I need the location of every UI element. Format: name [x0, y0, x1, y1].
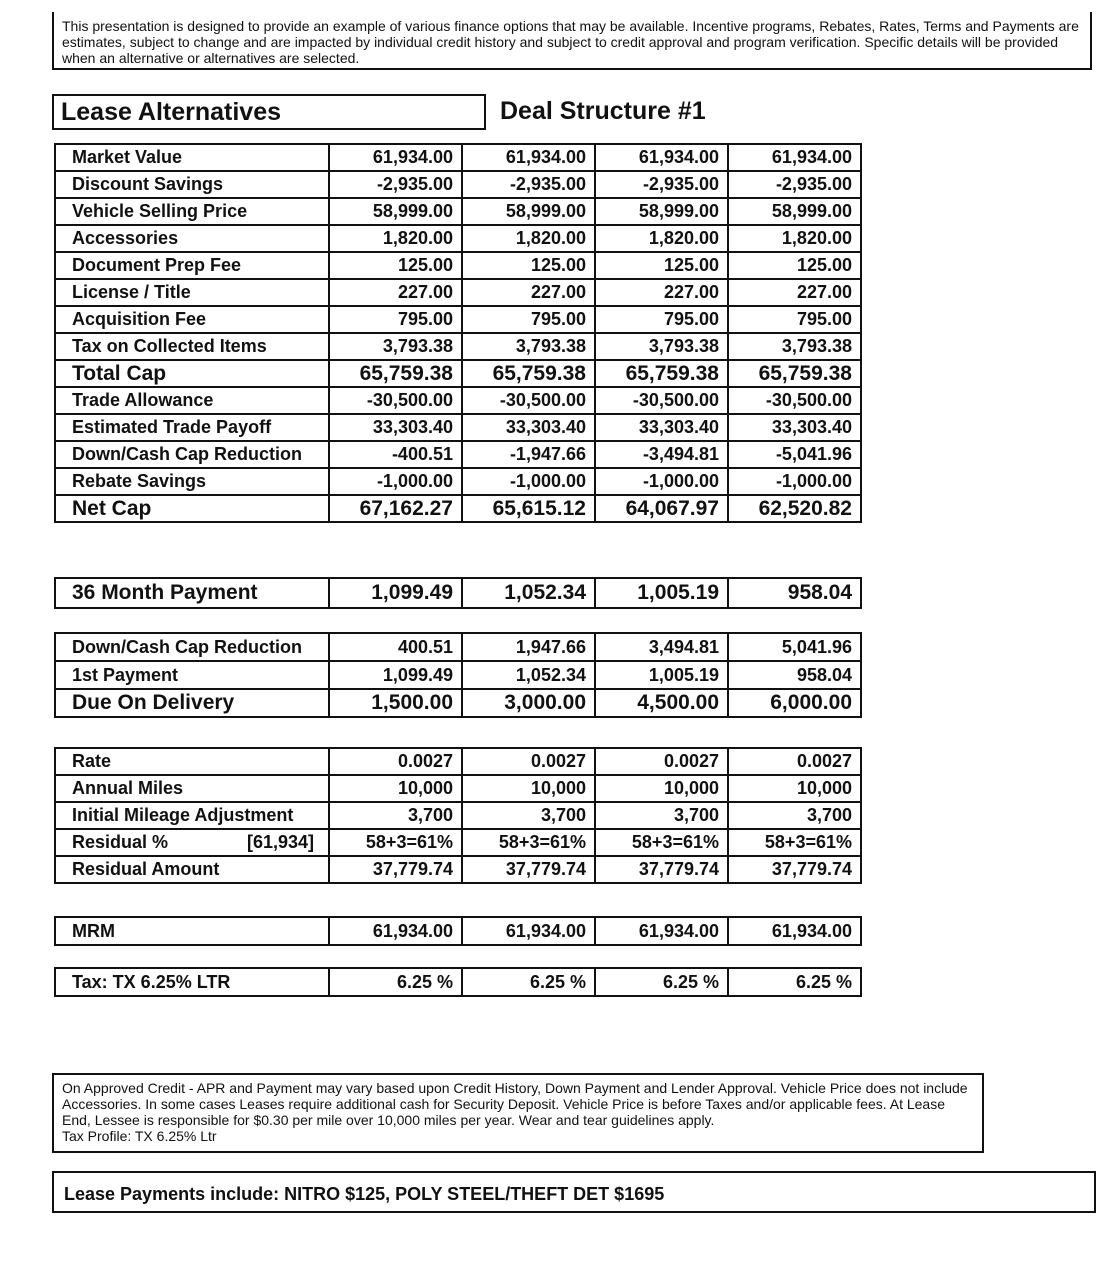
row-label: Tax on Collected Items — [55, 333, 329, 360]
value-cell-col-4: 1,820.00 — [728, 225, 861, 252]
row-label: License / Title — [55, 279, 329, 306]
value-cell-col-3: 10,000 — [595, 775, 728, 802]
value-cell-col-3: 61,934.00 — [595, 144, 728, 171]
value-cell-col-1: 37,779.74 — [329, 856, 462, 883]
table-row — [55, 144, 861, 171]
value-cell-col-2: 61,934.00 — [462, 144, 595, 171]
row-label: Initial Mileage Adjustment — [55, 802, 329, 829]
value-cell-col-1: 6.25 % — [329, 968, 462, 996]
value-cell-col-2: 33,303.40 — [462, 414, 595, 441]
value-cell-col-3: 227.00 — [595, 279, 728, 306]
value-cell-col-1: 1,099.49 — [329, 578, 462, 608]
value-cell-col-3: 1,005.19 — [595, 661, 728, 689]
value-cell-col-2: 3,793.38 — [462, 333, 595, 360]
table-row — [55, 829, 861, 856]
row-label: MRM — [55, 917, 329, 945]
value-cell-col-1: 65,759.38 — [329, 360, 462, 387]
value-cell-col-2: 65,759.38 — [462, 360, 595, 387]
credit-notes-text: On Approved Credit - APR and Payment may vary based upon Credit History, Down Payment and Lender Approval. Vehicle Price does not include Accessories. In some cases Leases require additional cash for Security Deposit. Vehicle Price is before Taxes and/or applicable fees. At Lease End, Lessee is responsible for $0.30 per mile over 10,000 miles per year. Wear and tear guidelines apply. — [62, 1080, 968, 1128]
value-cell-col-4: 3,700 — [728, 802, 861, 829]
row-label: 36 Month Payment — [55, 578, 329, 608]
row-label: Rate — [55, 748, 329, 775]
value-cell-col-3: 795.00 — [595, 306, 728, 333]
value-cell-col-3: -1,000.00 — [595, 468, 728, 495]
table-row — [55, 198, 861, 225]
value-cell-col-1: 0.0027 — [329, 748, 462, 775]
value-cell-col-2: 3,000.00 — [462, 689, 595, 717]
value-cell-col-4: -5,041.96 — [728, 441, 861, 468]
value-cell-col-2: 3,700 — [462, 802, 595, 829]
row-label: Accessories — [55, 225, 329, 252]
table-row — [55, 360, 861, 387]
deal-structure-title: Deal Structure #1 — [500, 97, 706, 125]
table-row — [55, 252, 861, 279]
table-row — [55, 279, 861, 306]
row-label: Document Prep Fee — [55, 252, 329, 279]
value-cell-col-1: 58+3=61% — [329, 829, 462, 856]
value-cell-col-3: 37,779.74 — [595, 856, 728, 883]
value-cell-col-2: -30,500.00 — [462, 387, 595, 414]
value-cell-col-3: 64,067.97 — [595, 495, 728, 522]
table-row — [55, 802, 861, 829]
value-cell-col-2: 58,999.00 — [462, 198, 595, 225]
value-cell-col-1: 3,700 — [329, 802, 462, 829]
value-cell-col-3: -2,935.00 — [595, 171, 728, 198]
row-label-text: Residual % — [72, 832, 169, 852]
value-cell-col-4: 227.00 — [728, 279, 861, 306]
table-row — [55, 748, 861, 775]
value-cell-col-4: -30,500.00 — [728, 387, 861, 414]
value-cell-col-3: 6.25 % — [595, 968, 728, 996]
value-cell-col-4: -1,000.00 — [728, 468, 861, 495]
tax-table — [54, 967, 862, 997]
value-cell-col-4: 6.25 % — [728, 968, 861, 996]
disclaimer-text: This presentation is designed to provide an example of various finance options that may be available. Incentive programs, Rebates, Rates, Terms and Payments are estimates, subject to change and are impacted by individual credit history and subject to credit approval and program verification. Specific details will be provided when an alternative or alternatives are selected. — [62, 18, 1079, 66]
value-cell-col-2: -1,947.66 — [462, 441, 595, 468]
rate-residual-table — [54, 747, 862, 884]
value-cell-col-4: 37,779.74 — [728, 856, 861, 883]
table-row — [55, 661, 861, 689]
value-cell-col-2: 6.25 % — [462, 968, 595, 996]
mrm-table — [54, 916, 862, 946]
lease-includes-value: NITRO $125, POLY STEEL/THEFT DET $1695 — [284, 1184, 665, 1204]
table-row — [55, 689, 861, 717]
value-cell-col-1: 125.00 — [329, 252, 462, 279]
value-cell-col-2: 227.00 — [462, 279, 595, 306]
table-row — [55, 171, 861, 198]
value-cell-col-2: 58+3=61% — [462, 829, 595, 856]
row-label: Market Value — [55, 144, 329, 171]
table-row — [55, 441, 861, 468]
lease-includes-box — [52, 1171, 1096, 1213]
value-cell-col-4: 58+3=61% — [728, 829, 861, 856]
value-cell-col-3: -3,494.81 — [595, 441, 728, 468]
value-cell-col-3: 3,494.81 — [595, 633, 728, 661]
value-cell-col-3: 61,934.00 — [595, 917, 728, 945]
table-row — [55, 387, 861, 414]
value-cell-col-2: 1,947.66 — [462, 633, 595, 661]
value-cell-col-3: 33,303.40 — [595, 414, 728, 441]
table-row — [55, 495, 861, 522]
value-cell-col-2: 37,779.74 — [462, 856, 595, 883]
value-cell-col-2: 61,934.00 — [462, 917, 595, 945]
table-row — [55, 775, 861, 802]
value-cell-col-2: 1,052.34 — [462, 578, 595, 608]
value-cell-col-1: 61,934.00 — [329, 917, 462, 945]
disclaimer-box — [52, 12, 1092, 70]
value-cell-col-3: 1,005.19 — [595, 578, 728, 608]
row-label: Due On Delivery — [55, 689, 329, 717]
value-cell-col-3: 58,999.00 — [595, 198, 728, 225]
row-label: Total Cap — [55, 360, 329, 387]
value-cell-col-1: 795.00 — [329, 306, 462, 333]
value-cell-col-3: 58+3=61% — [595, 829, 728, 856]
table-row — [55, 468, 861, 495]
value-cell-col-4: 58,999.00 — [728, 198, 861, 225]
value-cell-col-4: -2,935.00 — [728, 171, 861, 198]
row-label-extra: [61,934] — [246, 832, 314, 852]
section-title-box — [52, 94, 486, 130]
table-row — [55, 856, 861, 883]
tax-profile-text: Tax Profile: TX 6.25% Ltr — [62, 1128, 217, 1144]
value-cell-col-4: 61,934.00 — [728, 917, 861, 945]
value-cell-col-1: 1,500.00 — [329, 689, 462, 717]
row-label: Vehicle Selling Price — [55, 198, 329, 225]
value-cell-col-1: -1,000.00 — [329, 468, 462, 495]
monthly-payment-table — [54, 577, 862, 609]
credit-notes-box — [52, 1073, 984, 1153]
row-label: Rebate Savings — [55, 468, 329, 495]
value-cell-col-1: -30,500.00 — [329, 387, 462, 414]
value-cell-col-2: 65,615.12 — [462, 495, 595, 522]
value-cell-col-3: 4,500.00 — [595, 689, 728, 717]
value-cell-col-1: 10,000 — [329, 775, 462, 802]
row-label: Down/Cash Cap Reduction — [55, 441, 329, 468]
table-row — [55, 306, 861, 333]
value-cell-col-4: 33,303.40 — [728, 414, 861, 441]
cap-cost-table — [54, 143, 862, 523]
value-cell-col-3: 1,820.00 — [595, 225, 728, 252]
row-label: Residual Amount — [55, 856, 329, 883]
value-cell-col-1: 67,162.27 — [329, 495, 462, 522]
value-cell-col-3: 125.00 — [595, 252, 728, 279]
value-cell-col-2: 1,820.00 — [462, 225, 595, 252]
value-cell-col-1: 1,820.00 — [329, 225, 462, 252]
value-cell-col-1: 3,793.38 — [329, 333, 462, 360]
value-cell-col-1: -2,935.00 — [329, 171, 462, 198]
value-cell-col-4: 62,520.82 — [728, 495, 861, 522]
value-cell-col-2: 1,052.34 — [462, 661, 595, 689]
row-label: Acquisition Fee — [55, 306, 329, 333]
row-label: Trade Allowance — [55, 387, 329, 414]
value-cell-col-1: 61,934.00 — [329, 144, 462, 171]
value-cell-col-3: -30,500.00 — [595, 387, 728, 414]
value-cell-col-2: 795.00 — [462, 306, 595, 333]
table-row — [55, 414, 861, 441]
value-cell-col-4: 10,000 — [728, 775, 861, 802]
value-cell-col-4: 65,759.38 — [728, 360, 861, 387]
row-label: Tax: TX 6.25% LTR — [55, 968, 329, 996]
value-cell-col-4: 125.00 — [728, 252, 861, 279]
row-label: Net Cap — [55, 495, 329, 522]
table-row — [55, 578, 861, 608]
value-cell-col-3: 65,759.38 — [595, 360, 728, 387]
table-row — [55, 633, 861, 661]
row-label: Discount Savings — [55, 171, 329, 198]
value-cell-col-4: 5,041.96 — [728, 633, 861, 661]
value-cell-col-2: 10,000 — [462, 775, 595, 802]
value-cell-col-1: 58,999.00 — [329, 198, 462, 225]
value-cell-col-4: 0.0027 — [728, 748, 861, 775]
row-label: 1st Payment — [55, 661, 329, 689]
value-cell-col-2: 0.0027 — [462, 748, 595, 775]
value-cell-col-3: 0.0027 — [595, 748, 728, 775]
table-row — [55, 333, 861, 360]
value-cell-col-3: 3,700 — [595, 802, 728, 829]
value-cell-col-3: 3,793.38 — [595, 333, 728, 360]
row-label: Annual Miles — [55, 775, 329, 802]
value-cell-col-4: 6,000.00 — [728, 689, 861, 717]
value-cell-col-4: 958.04 — [728, 578, 861, 608]
value-cell-col-1: 1,099.49 — [329, 661, 462, 689]
lease-includes-label: Lease Payments include: — [64, 1184, 280, 1204]
value-cell-col-2: 125.00 — [462, 252, 595, 279]
table-row — [55, 968, 861, 996]
row-label: Estimated Trade Payoff — [55, 414, 329, 441]
value-cell-col-4: 795.00 — [728, 306, 861, 333]
value-cell-col-1: 227.00 — [329, 279, 462, 306]
value-cell-col-2: -1,000.00 — [462, 468, 595, 495]
value-cell-col-1: 33,303.40 — [329, 414, 462, 441]
value-cell-col-2: -2,935.00 — [462, 171, 595, 198]
value-cell-col-1: 400.51 — [329, 633, 462, 661]
section-title: Lease Alternatives — [61, 98, 282, 126]
value-cell-col-4: 61,934.00 — [728, 144, 861, 171]
due-on-delivery-table — [54, 632, 862, 718]
table-row — [55, 225, 861, 252]
table-row — [55, 917, 861, 945]
value-cell-col-4: 3,793.38 — [728, 333, 861, 360]
value-cell-col-4: 958.04 — [728, 661, 861, 689]
value-cell-col-1: -400.51 — [329, 441, 462, 468]
row-label — [55, 829, 329, 856]
row-label: Down/Cash Cap Reduction — [55, 633, 329, 661]
